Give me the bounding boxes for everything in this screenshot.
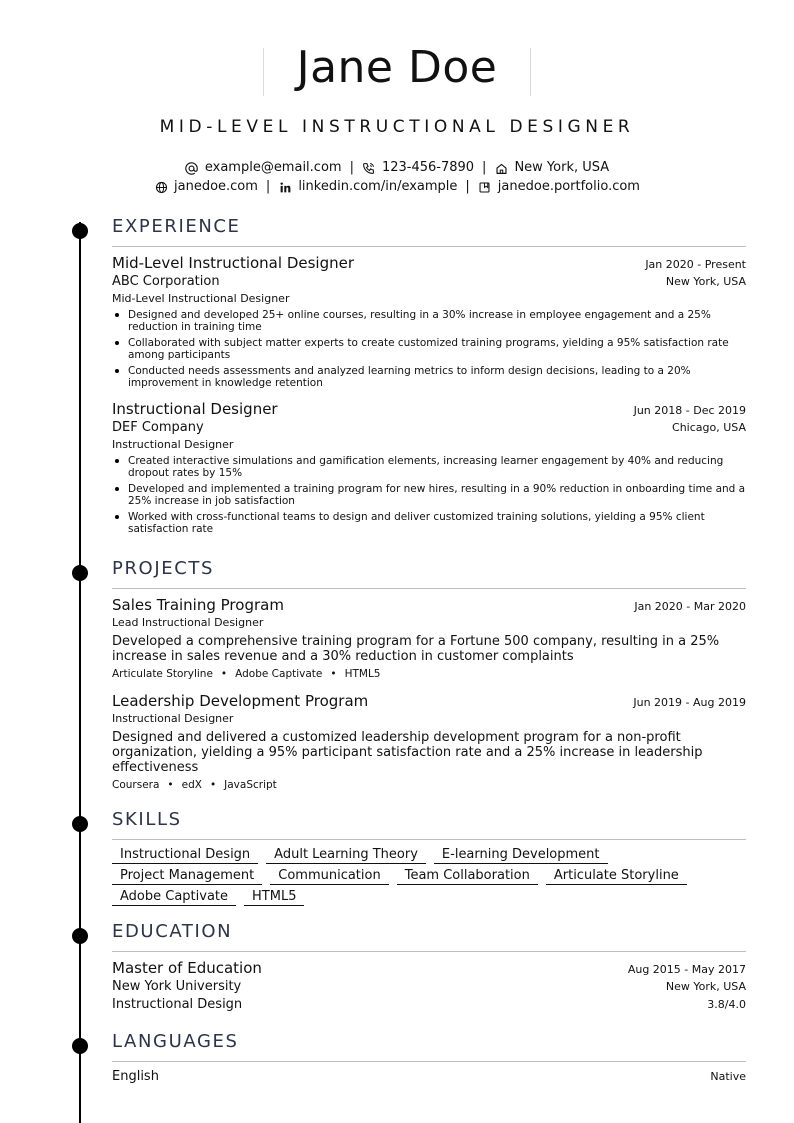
timeline-dot-education (72, 928, 88, 944)
contact-linkedin[interactable]: linkedin.com/in/example (298, 179, 458, 194)
tech-separator: • (209, 779, 217, 791)
section-title-experience: EXPERIENCE (112, 216, 746, 247)
project-entry (112, 691, 746, 792)
globe-icon (154, 180, 168, 194)
at-icon (185, 161, 199, 175)
project-role: Lead Instructional Designer (112, 616, 264, 629)
skills-list (112, 846, 746, 909)
tech-item: JavaScript (224, 779, 277, 791)
skills-section (112, 809, 746, 909)
linkedin-icon (278, 180, 292, 194)
contact-website[interactable]: janedoe.com (174, 179, 258, 194)
contact-row-1 (0, 160, 794, 176)
language-name: English (112, 1069, 159, 1084)
bullet-item: Collaborated with subject matter experts to create customized training programs, yielding a 95% satisfaction rate among participants (112, 337, 746, 361)
skill-chip: E-learning Development (434, 846, 608, 864)
job-dates: Jan 2020 - Present (645, 258, 746, 271)
language-row (112, 1068, 746, 1086)
bullet-item: Conducted needs assessments and analyzed learning metrics to inform design decisions, leading to a 20% improvement in knowledge retention (112, 365, 746, 389)
job-location: Chicago, USA (672, 421, 746, 434)
candidate-name: Jane Doe (296, 42, 498, 93)
skill-chip: Articulate Storyline (546, 867, 687, 885)
contact-row-2 (0, 179, 794, 195)
company-name: DEF Company (112, 420, 204, 435)
section-title-languages: LANGUAGES (112, 1031, 746, 1062)
tech-separator: • (220, 668, 228, 680)
section-title-projects: PROJECTS (112, 558, 746, 589)
experience-entry (112, 253, 746, 389)
section-title-education: EDUCATION (112, 921, 746, 952)
tech-separator: • (167, 779, 174, 791)
language-level: Native (710, 1070, 746, 1083)
job-position: Mid-Level Instructional Designer (112, 254, 354, 272)
project-dates: Jan 2020 - Mar 2020 (634, 600, 746, 613)
job-bullets (112, 455, 746, 535)
education-degree: Master of Education (112, 959, 262, 977)
education-school: New York University (112, 979, 242, 994)
project-description: Developed a comprehensive training program for a Fortune 500 company, resulting in a 25% increase in sales revenue and a 30% reduction in customer complaints (112, 634, 720, 664)
tech-item: Adobe Captivate (235, 668, 323, 680)
bullet-item: Created interactive simulations and gamification elements, increasing learner engagement by 40% and reducing dropout rates by 15% (112, 455, 746, 479)
contact-separator: | (465, 179, 470, 194)
education-dates: Aug 2015 - May 2017 (627, 963, 746, 976)
home-icon (494, 161, 508, 175)
bullet-item: Designed and developed 25+ online courses, resulting in a 30% increase in employee engagement and a 25% reduction in training time (112, 309, 746, 333)
skill-chip: Project Management (112, 867, 262, 885)
skill-chip: Instructional Design (112, 846, 258, 864)
timeline-dot-projects (72, 565, 88, 581)
tech-item: edX (181, 779, 202, 791)
tech-item: Articulate Storyline (112, 668, 213, 680)
skill-chip: HTML5 (244, 888, 304, 906)
contact-separator: | (349, 160, 354, 175)
contact-location: New York, USA (514, 160, 610, 175)
contact-separator: | (482, 160, 487, 175)
project-tech-list (112, 667, 746, 681)
job-subtitle: Instructional Designer (112, 438, 234, 451)
bullet-item: Worked with cross-functional teams to design and deliver customized training solutions, yielding a 95% client satisfaction rate (112, 511, 746, 535)
company-name: ABC Corporation (112, 274, 220, 289)
skill-chip: Team Collaboration (397, 867, 538, 885)
timeline-dot-skills (72, 816, 88, 832)
job-title: MID-LEVEL INSTRUCTIONAL DESIGNER (159, 117, 635, 137)
education-field: Instructional Design (112, 997, 243, 1012)
contact-email[interactable]: example@email.com (204, 160, 342, 175)
skill-chip: Adobe Captivate (112, 888, 236, 906)
contact-phone[interactable]: 123-456-7890 (381, 160, 475, 175)
tech-item: HTML5 (344, 668, 381, 680)
job-position: Instructional Designer (112, 400, 278, 418)
portfolio-icon (478, 180, 492, 194)
job-dates: Jun 2018 - Dec 2019 (633, 404, 746, 417)
section-title-skills: SKILLS (112, 809, 746, 840)
skill-chip: Adult Learning Theory (266, 846, 426, 864)
project-name: Sales Training Program (112, 596, 284, 614)
timeline-dot-experience (72, 223, 88, 239)
tech-item: Coursera (112, 779, 160, 791)
job-subtitle: Mid-Level Instructional Designer (112, 292, 290, 305)
project-description: Designed and delivered a customized leadership development program for a non-profit organization, yielding a 95% participant satisfaction rate and a 25% increase in leadership effectiveness (112, 730, 703, 775)
languages-section (112, 1031, 746, 1086)
project-tech-list (112, 778, 746, 792)
education-section (112, 921, 746, 1014)
timeline-line (79, 222, 81, 1123)
education-location: New York, USA (665, 980, 746, 993)
project-dates: Jun 2019 - Aug 2019 (633, 696, 746, 709)
contact-separator: | (265, 179, 271, 194)
phone-icon (362, 161, 376, 175)
timeline-dot-languages (72, 1038, 88, 1054)
job-location: New York, USA (665, 275, 746, 288)
project-name: Leadership Development Program (112, 692, 369, 710)
bullet-item: Developed and implemented a training program for new hires, resulting in a 90% reduction in onboarding time and a 25% increase in job satisfaction (112, 483, 746, 507)
project-entry (112, 595, 746, 681)
project-role: Instructional Designer (112, 712, 234, 725)
skill-chip: Communication (270, 867, 388, 885)
projects-section (112, 558, 746, 802)
tech-separator: • (330, 668, 337, 680)
experience-entry (112, 399, 746, 535)
contact-portfolio[interactable]: janedoe.portfolio.com (497, 179, 640, 194)
education-gpa: 3.8/4.0 (707, 998, 746, 1011)
job-bullets (112, 309, 746, 389)
experience-section (112, 216, 746, 545)
